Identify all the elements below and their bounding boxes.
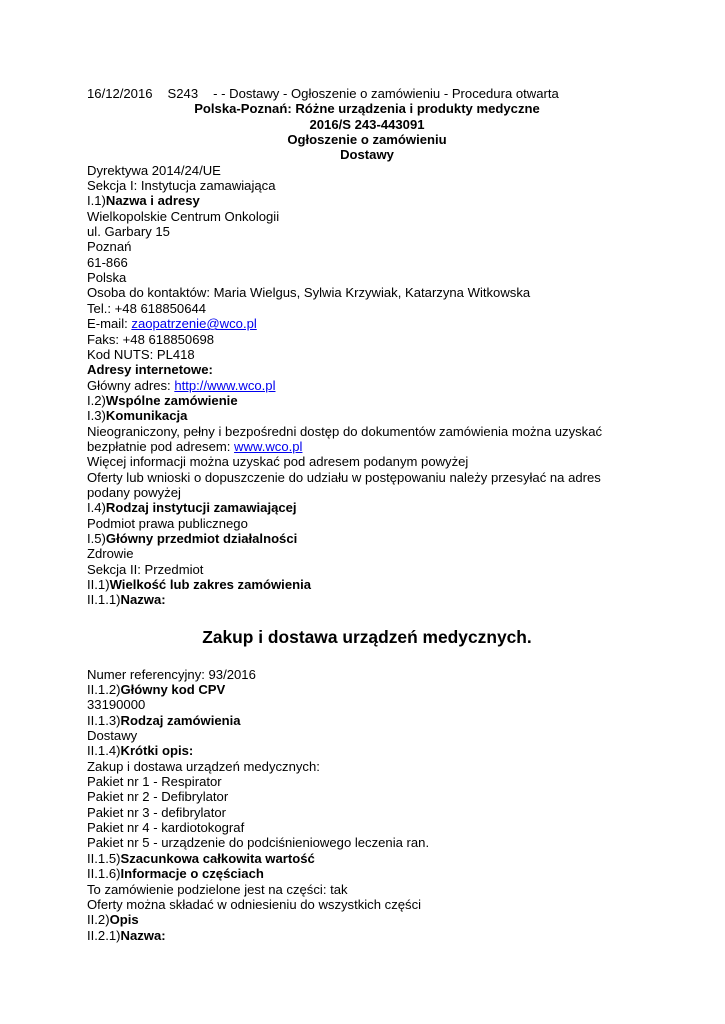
ii2-heading: II.2)Opis [87,912,139,928]
offers-text: Oferty lub wnioski o dopuszczenie do udziału w postępowaniu należy przesyłać na adres podany powyżej [87,469,601,500]
contacts: Osoba do kontaktów: Maria Wielgus, Sylwia Krzywiak, Katarzyna Witkowska [87,285,531,301]
more-info: Więcej informacji można uzyskać pod adresem podanym powyżej [87,454,469,470]
parts-line-2: Oferty można składać w odniesieniu do wszystkich części [87,896,422,912]
desc-line: Pakiet nr 3 - defibrylator [87,804,226,820]
desc-line: Pakiet nr 1 - Respirator [87,774,222,790]
org-country: Polska [87,270,127,286]
ii21-heading: II.2.1)Nazwa: [87,927,166,943]
desc-line: Pakiet nr 2 - Defibrylator [87,789,229,805]
directive: Dyrektywa 2014/24/UE [87,162,221,178]
tel: Tel.: +48 618850644 [87,300,207,316]
i2-heading: I.2)Wspólne zamówienie [87,392,238,408]
org-city: Poznań [87,239,132,255]
ii11-heading: II.1.1)Nazwa: [87,592,166,608]
nuts: Kod NUTS: PL418 [87,346,195,362]
document-page [87,86,647,943]
desc-line: Zakup i dostawa urządzeń medycznych: [87,758,320,774]
doc-title: Polska-Poznań: Różne urządzenia i produkty medyczne [194,101,540,117]
ii12-heading: II.1.2)Główny kod CPV [87,682,226,698]
contract-name-title: Zakup i dostawa urządzeń medycznych. [202,626,532,647]
ii15-heading: II.1.5)Szacunkowa całkowita wartość [87,850,315,866]
email-line: E-mail: zaopatrzenie@wco.pl [87,316,257,332]
ii13-value: Dostawy [87,728,138,744]
header-line [87,86,647,101]
section-2-title: Sekcja II: Przedmiot [87,561,204,577]
ii14-heading: II.1.4)Krótki opis: [87,743,194,759]
cpv-code: 33190000 [87,697,146,713]
org-name: Wielkopolskie Centrum Onkologii [87,208,280,224]
fax: Faks: +48 618850698 [87,331,215,347]
i5-heading: I.5)Główny przedmiot działalności [87,530,298,546]
i1-heading: I.1)Nazwa i adresy [87,193,200,209]
header-desc: - - Dostawy - Ogłoszenie o zamówieniu - Procedura otwarta [213,86,559,101]
i3-heading: I.3)Komunikacja [87,408,188,424]
main-address-link[interactable]: http://www.wco.pl [174,377,276,393]
doc-notice: Ogłoszenie o zamówieniu [287,132,447,148]
ii1-heading: II.1)Wielkość lub zakres zamówienia [87,577,312,592]
desc-line: Pakiet nr 5 - urządzenie do podciśnieniowego leczenia ran. [87,835,430,851]
i5-value: Zdrowie [87,546,134,562]
doc-type: Dostawy [340,147,394,163]
section-1-title: Sekcja I: Instytucja zamawiająca [87,178,276,194]
i4-value: Podmiot prawa publicznego [87,515,248,531]
internet-heading: Adresy internetowe: [87,362,213,378]
org-street: ul. Garbary 15 [87,224,170,240]
desc-line: Pakiet nr 4 - kardiotokograf [87,820,245,836]
email-link[interactable]: zaopatrzenie@wco.pl [131,316,257,332]
ii13-heading: II.1.3)Rodzaj zamówienia [87,712,241,728]
main-address-line: Główny adres: http://www.wco.pl [87,377,276,393]
org-postcode: 61-866 [87,254,128,270]
header-code: S243 [167,86,199,101]
comm-text: Nieograniczony, pełny i bezpośredni dostęp do dokumentów zamówienia można uzyskać bezpłatnie pod adresem: www.wco.pl [87,423,603,454]
header-date: 16/12/2016 [87,86,153,101]
i4-heading: I.4)Rodzaj instytucji zamawiającej [87,500,297,516]
comm-link[interactable]: www.wco.pl [234,438,303,454]
doc-ref: 2016/S 243-443091 [309,116,425,132]
ii16-heading: II.1.6)Informacje o częściach [87,866,264,882]
ref-number: Numer referencyjny: 93/2016 [87,666,256,682]
parts-line-1: To zamówienie podzielone jest na części: tak [87,881,348,897]
